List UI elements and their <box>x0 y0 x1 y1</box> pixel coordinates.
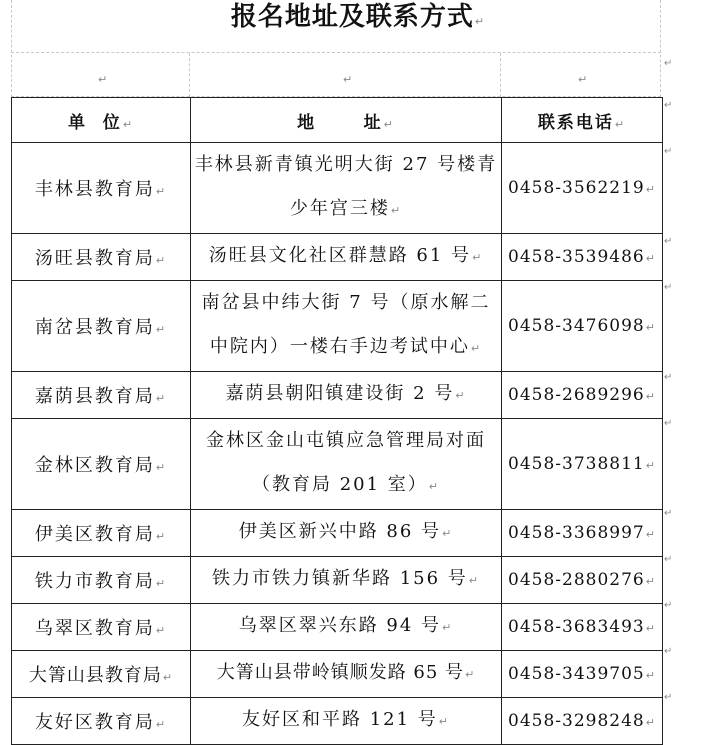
paragraph-mark-icon: ↵ <box>155 624 168 637</box>
paragraph-mark-icon: ↵ <box>645 459 656 472</box>
paragraph-mark-icon: ↵ <box>155 461 168 474</box>
paragraph-mark-icon: ↵ <box>645 321 656 334</box>
row-end-mark-icon: ↵ <box>664 646 673 657</box>
address-cell: 丰林县新青镇光明大街 27 号楼青少年宫三楼↵ <box>191 143 502 234</box>
paragraph-mark-icon: ↵ <box>442 527 454 540</box>
row-end-mark-icon: ↵ <box>664 418 673 429</box>
paragraph-mark-icon: ↵ <box>155 577 168 590</box>
address-cell: 大箐山县带岭镇顺发路 65 号↵ <box>191 651 502 698</box>
unit-cell: 南岔县教育局↵ <box>12 281 191 372</box>
row-end-mark-icon: ↵ <box>664 372 673 383</box>
paragraph-mark-icon: ↵ <box>390 204 403 217</box>
unit-cell: 大箐山县教育局↵ <box>12 651 191 698</box>
row-end-mark-icon: ↵ <box>664 58 673 69</box>
paragraph-mark-icon: ↵ <box>468 574 481 587</box>
paragraph-mark-icon: ↵ <box>155 254 168 267</box>
paragraph-mark-icon: ↵ <box>438 715 451 728</box>
table-row <box>12 651 663 698</box>
header-phone: 联系电话↵ <box>502 98 663 143</box>
paragraph-mark-icon: ↵ <box>428 480 441 493</box>
table-row <box>12 419 663 510</box>
address-cell: 友好区和平路 121 号↵ <box>191 698 502 745</box>
paragraph-mark-icon: ↵ <box>455 389 467 402</box>
row-end-mark-icon: ↵ <box>664 600 673 611</box>
paragraph-mark-icon: ↵ <box>155 530 168 543</box>
address-cell: 汤旺县文化社区群慧路 61 号↵ <box>191 234 502 281</box>
paragraph-mark-icon: ↵ <box>474 15 486 28</box>
phone-cell: 0458-3738811↵ <box>502 419 663 510</box>
paragraph-mark-icon: ↵ <box>470 342 483 355</box>
paragraph-mark-icon: ↵ <box>155 185 168 198</box>
paragraph-mark-icon: ↵ <box>645 622 656 635</box>
paragraph-mark-icon: ↵ <box>442 621 454 634</box>
table-row <box>12 372 663 419</box>
unit-cell: 乌翠区教育局↵ <box>12 604 191 651</box>
phone-cell: 0458-3368997↵ <box>502 510 663 557</box>
empty-cell-address <box>190 53 501 97</box>
paragraph-mark-icon: ↵ <box>155 718 168 731</box>
unit-cell: 汤旺县教育局↵ <box>12 234 191 281</box>
empty-spacer-row <box>11 53 661 97</box>
paragraph-mark-icon: ↵ <box>472 251 484 264</box>
table-header-row <box>12 98 663 143</box>
table-row <box>12 604 663 651</box>
contact-table <box>11 97 663 745</box>
unit-cell: 金林区教育局↵ <box>12 419 191 510</box>
paragraph-mark-icon: ↵ <box>645 669 656 682</box>
paragraph-mark-icon: ↵ <box>645 252 656 265</box>
paragraph-mark-icon: ↵ <box>614 117 627 131</box>
paragraph-mark-icon: ↵ <box>578 73 588 86</box>
header-unit: 单 位↵ <box>12 98 191 143</box>
address-cell: 南岔县中纬大街 7 号（原水解二中院内）一楼右手边考试中心↵ <box>191 281 502 372</box>
paragraph-mark-icon: ↵ <box>465 668 476 681</box>
table-row <box>12 510 663 557</box>
row-end-mark-icon: ↵ <box>664 236 673 247</box>
empty-cell-phone <box>501 53 661 97</box>
unit-cell: 伊美区教育局↵ <box>12 510 191 557</box>
phone-cell: 0458-2880276↵ <box>502 557 663 604</box>
address-cell: 嘉荫县朝阳镇建设街 2 号↵ <box>191 372 502 419</box>
empty-cell-unit <box>11 53 190 97</box>
address-cell: 伊美区新兴中路 86 号↵ <box>191 510 502 557</box>
paragraph-mark-icon: ↵ <box>343 73 353 86</box>
phone-cell: 0458-3439705↵ <box>502 651 663 698</box>
unit-cell: 友好区教育局↵ <box>12 698 191 745</box>
address-cell: 铁力市铁力镇新华路 156 号↵ <box>191 557 502 604</box>
header-address: 地 址↵ <box>191 98 502 143</box>
unit-cell: 丰林县教育局↵ <box>12 143 191 234</box>
paragraph-mark-icon: ↵ <box>162 671 174 684</box>
phone-cell: 0458-3683493↵ <box>502 604 663 651</box>
table-row <box>12 281 663 372</box>
table-row <box>12 557 663 604</box>
paragraph-mark-icon: ↵ <box>155 392 168 405</box>
unit-cell: 铁力市教育局↵ <box>12 557 191 604</box>
paragraph-mark-icon: ↵ <box>122 117 135 131</box>
table-row <box>12 143 663 234</box>
row-end-mark-icon: ↵ <box>664 282 673 293</box>
row-end-mark-icon: ↵ <box>664 146 673 157</box>
paragraph-mark-icon: ↵ <box>645 716 656 729</box>
phone-cell: 0458-3298248↵ <box>502 698 663 745</box>
paragraph-mark-icon: ↵ <box>98 73 108 86</box>
paragraph-mark-icon: ↵ <box>645 575 656 588</box>
row-end-mark-icon: ↵ <box>664 554 673 565</box>
paragraph-mark-icon: ↵ <box>383 117 395 131</box>
paragraph-mark-icon: ↵ <box>645 528 656 541</box>
phone-cell: 0458-2689296↵ <box>502 372 663 419</box>
row-end-mark-icon: ↵ <box>664 508 673 519</box>
paragraph-mark-icon: ↵ <box>155 323 168 336</box>
unit-cell: 嘉荫县教育局↵ <box>12 372 191 419</box>
row-end-mark-icon: ↵ <box>664 692 673 703</box>
paragraph-mark-icon: ↵ <box>645 183 656 196</box>
phone-cell: 0458-3539486↵ <box>502 234 663 281</box>
paragraph-mark-icon: ↵ <box>645 390 656 403</box>
phone-cell: 0458-3562219↵ <box>502 143 663 234</box>
title-text: 报名地址及联系方式 <box>230 2 474 32</box>
address-cell: 金林区金山屯镇应急管理局对面（教育局 201 室）↵ <box>191 419 502 510</box>
phone-cell: 0458-3476098↵ <box>502 281 663 372</box>
table-row <box>12 234 663 281</box>
row-end-mark-icon: ↵ <box>664 100 673 111</box>
table-row <box>12 698 663 745</box>
address-cell: 乌翠区翠兴东路 94 号↵ <box>191 604 502 651</box>
